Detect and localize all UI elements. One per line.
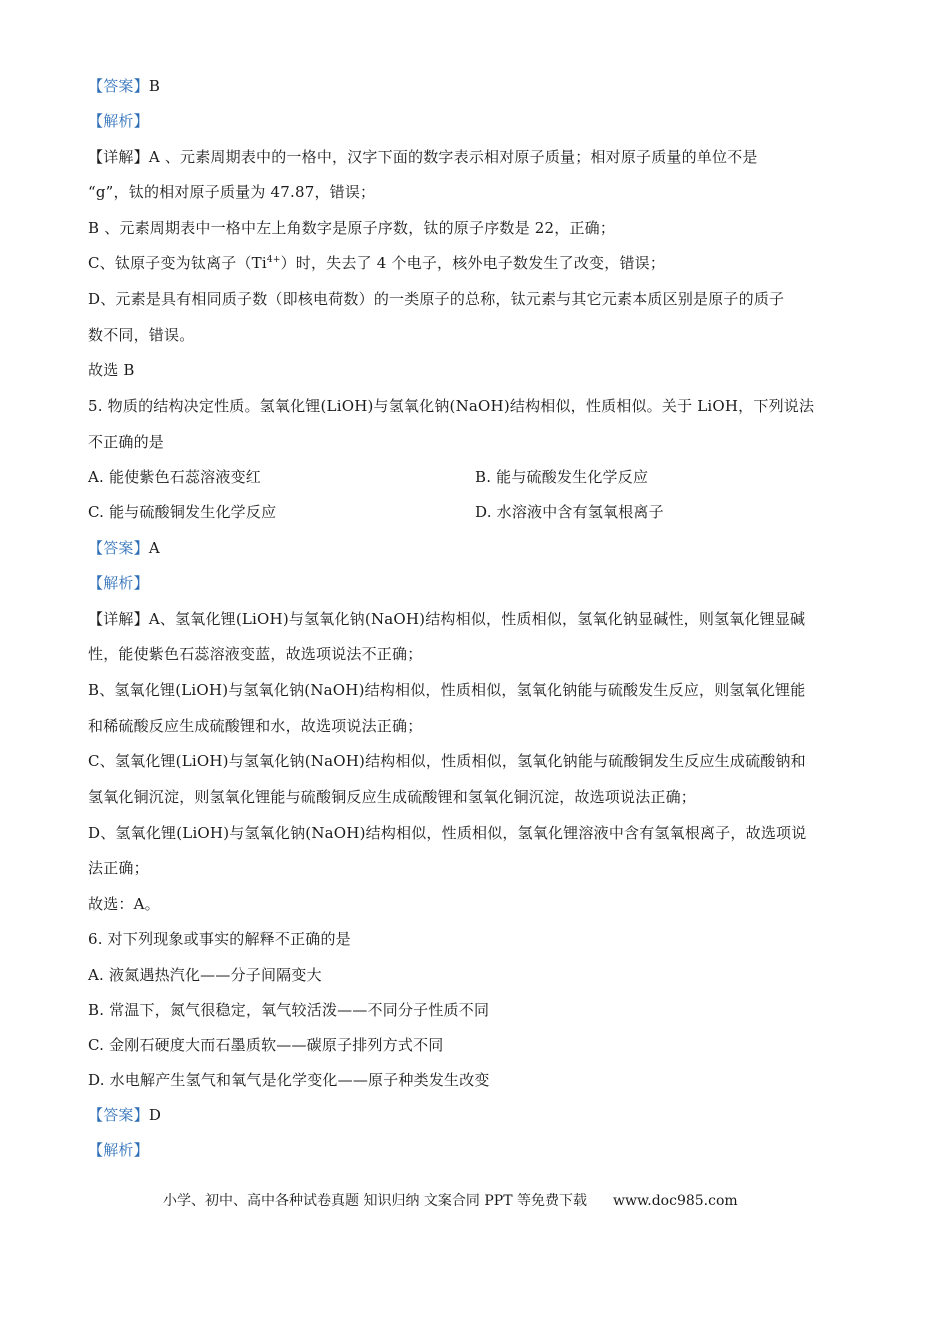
- analysis-label: 【解析】: [88, 112, 149, 130]
- page-footer: [163, 1191, 738, 1211]
- detail-line: [88, 147, 758, 167]
- detail-text: ）时，失去了 4 个电子，核外电子数发生了改变，错误；: [280, 254, 666, 272]
- option-c: C. 能与硫酸铜发生化学反应: [88, 503, 277, 521]
- answer-value: B: [148, 77, 161, 95]
- detail-text: A、氢氧化锂(LiOH)与氢氧化钠(NaOH)结构相似，性质相似，氢氧化钠显碱性，则氢氧化锂显碱: [148, 610, 806, 628]
- question-stem: 6. 对下列现象或事实的解释不正确的是: [88, 930, 351, 948]
- detail-text: 法正确；: [88, 859, 149, 877]
- answer-line: [88, 76, 160, 96]
- answer-label: 【答案】: [88, 539, 149, 557]
- answer-label: 【答案】: [88, 77, 149, 95]
- detail-label: 【详解】: [88, 148, 149, 166]
- detail-label: 【详解】: [88, 610, 149, 628]
- detail-text: 和稀硫酸反应生成硫酸锂和水，故选项说法正确；: [88, 717, 423, 735]
- option-b: B. 能与硫酸发生化学反应: [475, 468, 649, 486]
- ion-charge: 4+: [266, 255, 281, 265]
- detail-line: [88, 609, 805, 629]
- answer-line: [88, 538, 160, 558]
- detail-text: 数不同，错误。: [88, 326, 195, 344]
- detail-text: C、钛原子变为钛离子（Ti: [88, 254, 267, 272]
- option-c: C. 金刚石硬度大而石墨质软——碳原子排列方式不同: [88, 1036, 444, 1054]
- detail-text: 性，能使紫色石蕊溶液变蓝，故选项说法不正确；: [88, 645, 423, 663]
- detail-text: “g”，钛的相对原子质量为 47.87，错误；: [88, 183, 376, 201]
- conclusion: 故选 B: [88, 361, 135, 379]
- option-a: A. 液氮遇热汽化——分子间隔变大: [88, 966, 322, 984]
- answer-line: [88, 1105, 161, 1125]
- detail-text: C、氢氧化锂(LiOH)与氢氧化钠(NaOH)结构相似，性质相似，氢氧化钠能与硫酸铜发生反应生成硫酸钠和: [88, 752, 806, 770]
- detail-text: A 、元素周期表中的一格中，汉字下面的数字表示相对原子质量；相对原子质量的单位不是: [148, 148, 758, 166]
- question-stem: 不正确的是: [88, 433, 165, 451]
- detail-text: D、氢氧化锂(LiOH)与氢氧化钠(NaOH)结构相似，性质相似，氢氧化锂溶液中含有氢氧根离子，故选项说: [88, 824, 807, 842]
- footer-text: 小学、初中、高中各种试卷真题 知识归纳 文案合同 PPT 等免费下载: [163, 1193, 587, 1209]
- option-d: D. 水电解产生氢气和氧气是化学变化——原子种类发生改变: [88, 1071, 490, 1089]
- detail-text: B、氢氧化锂(LiOH)与氢氧化钠(NaOH)结构相似，性质相似，氢氧化钠能与硫酸发生反应，则氢氧化锂能: [88, 681, 806, 699]
- question-stem: 5. 物质的结构决定性质。氢氧化锂(LiOH)与氢氧化钠(NaOH)结构相似，性质相似。关于 LiOH，下列说法: [88, 397, 815, 415]
- answer-label: 【答案】: [88, 1106, 149, 1124]
- detail-text: D、元素是具有相同质子数（即核电荷数）的一类原子的总称，钛元素与其它元素本质区别是原子的质子: [88, 290, 785, 308]
- conclusion: 故选：A。: [88, 895, 160, 913]
- analysis-label: 【解析】: [88, 1141, 149, 1159]
- answer-value: A: [148, 539, 160, 557]
- option-a: A. 能使紫色石蕊溶液变红: [88, 468, 261, 486]
- answer-value: D: [148, 1106, 162, 1124]
- analysis-label: 【解析】: [88, 574, 149, 592]
- detail-text: B 、元素周期表中一格中左上角数字是原子序数，钛的原子序数是 22，正确；: [88, 219, 616, 237]
- detail-text-with-ion: [88, 253, 665, 273]
- footer-url[interactable]: www.doc985.com: [612, 1193, 738, 1209]
- option-d: D. 水溶液中含有氢氧根离子: [475, 503, 664, 521]
- detail-text: 氢氧化铜沉淀，则氢氧化锂能与硫酸铜反应生成硫酸锂和氢氧化铜沉淀，故选项说法正确；: [88, 788, 697, 806]
- option-b: B. 常温下，氮气很稳定，氧气较活泼——不同分子性质不同: [88, 1001, 490, 1019]
